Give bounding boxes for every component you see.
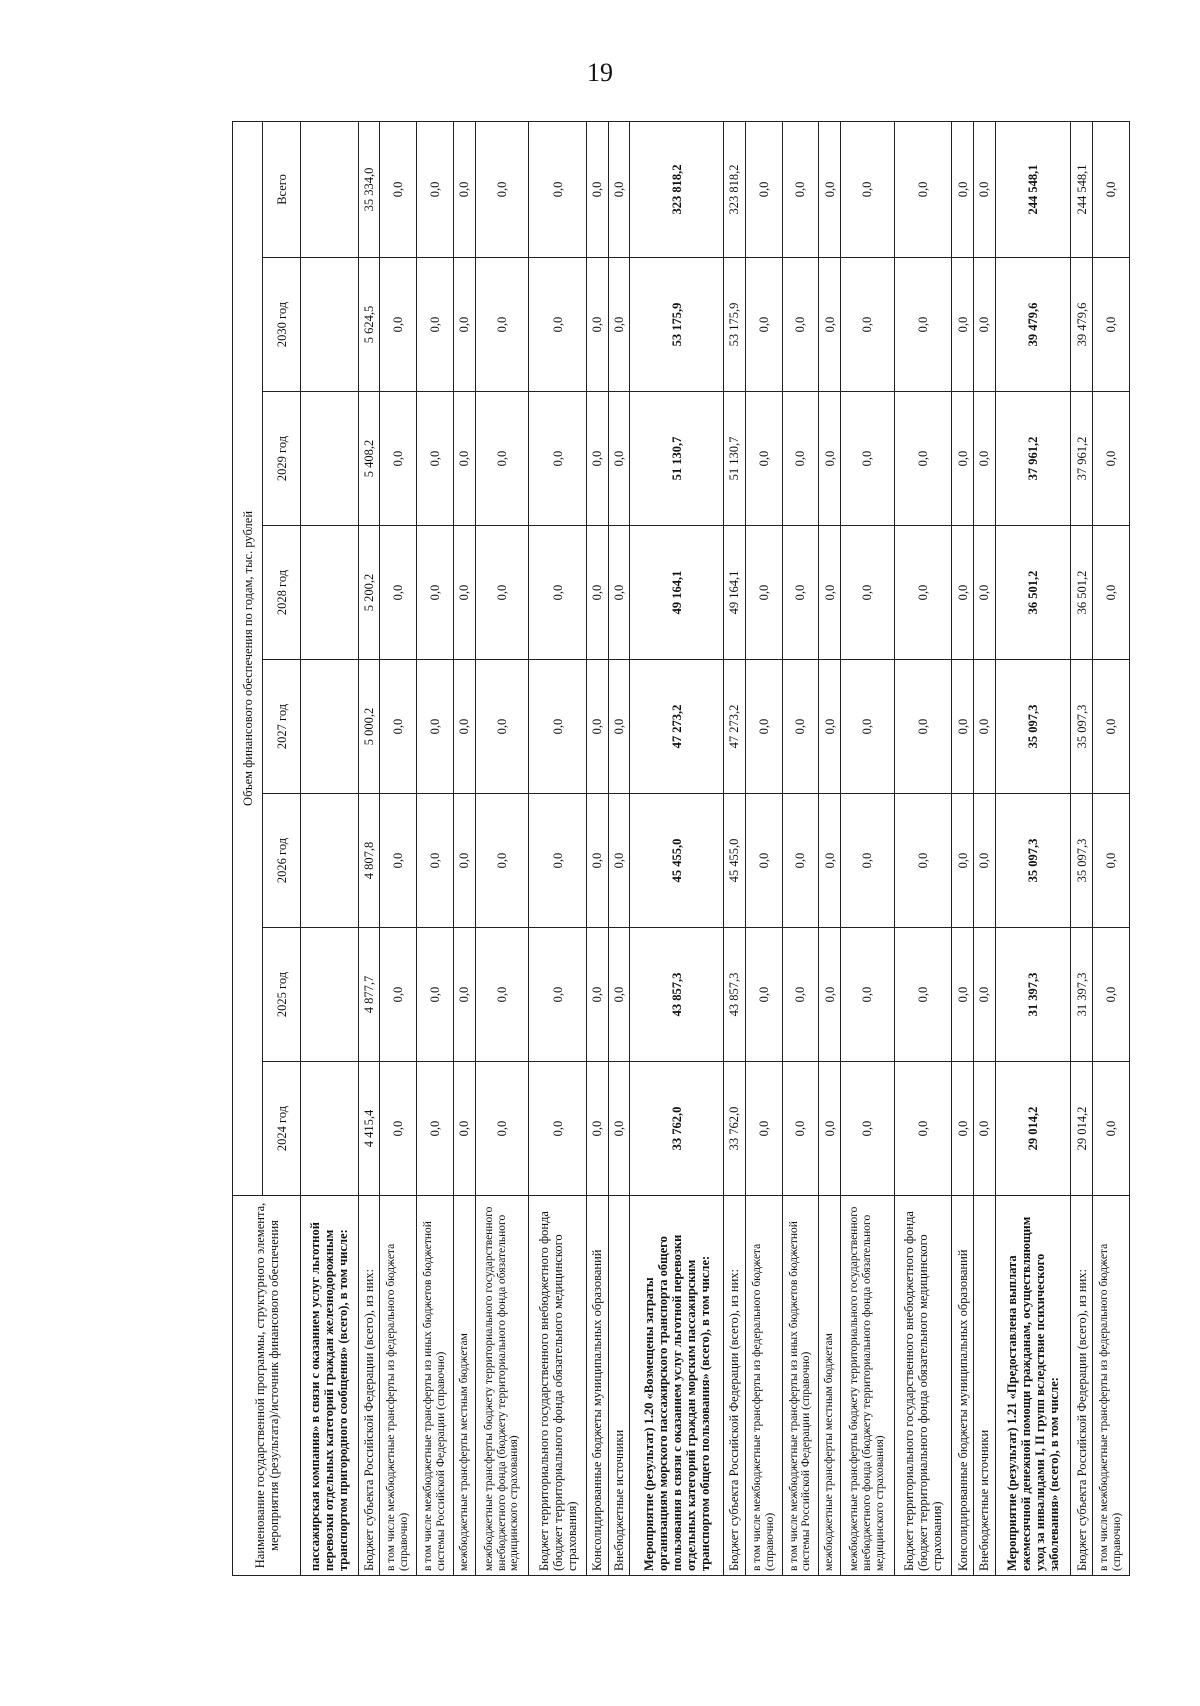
- table-row: [358, 121, 380, 1575]
- row-value: 0,0: [952, 526, 974, 660]
- row-value: 51 130,7: [723, 392, 745, 526]
- row-value: 0,0: [529, 258, 587, 392]
- table-row: [952, 121, 974, 1575]
- row-value: [301, 258, 359, 392]
- row-value: 0,0: [529, 121, 587, 257]
- row-value: 323 818,2: [723, 121, 745, 257]
- row-value: 0,0: [745, 392, 782, 526]
- row-value: 0,0: [417, 1062, 454, 1196]
- row-value: 0,0: [417, 660, 454, 794]
- row-value: 0,0: [586, 121, 608, 257]
- row-value: [301, 121, 359, 257]
- row-value: 0,0: [841, 526, 894, 660]
- table-row: [454, 121, 476, 1575]
- row-label: межбюджетные трансферты бюджету территориального государственного внебюджетного фонда (бюджету территориального фонда обязательного медицинского страхования): [475, 1196, 528, 1576]
- row-label: Бюджет субъекта Российской Федерации (всего), из них:: [1071, 1196, 1093, 1576]
- row-value: 0,0: [529, 526, 587, 660]
- row-value: 35 097,3: [995, 660, 1071, 794]
- row-label: в том числе межбюджетные трансферты из федерального бюджета (справочно): [745, 1196, 782, 1576]
- row-value: 0,0: [745, 526, 782, 660]
- table-row: [301, 121, 359, 1575]
- row-value: 53 175,9: [723, 258, 745, 392]
- row-value: 39 479,6: [1071, 258, 1093, 392]
- row-value: 43 857,3: [630, 928, 724, 1062]
- row-value: 43 857,3: [723, 928, 745, 1062]
- row-label: пассажирская компания» в связи с оказанием услуг льготной перевозки отдельных категорий граждан железнодорожным транспортом пригородного сообщения» (всего), в том числе:: [301, 1196, 359, 1576]
- table-row: [608, 121, 630, 1575]
- row-value: 0,0: [475, 1062, 528, 1196]
- row-value: 0,0: [952, 258, 974, 392]
- row-value: 0,0: [841, 660, 894, 794]
- header-year-5: 2029 год: [263, 392, 301, 526]
- row-value: 0,0: [973, 526, 995, 660]
- row-label: Бюджет субъекта Российской Федерации (всего), из них:: [358, 1196, 380, 1576]
- row-value: 0,0: [608, 392, 630, 526]
- row-value: 0,0: [819, 660, 841, 794]
- table-row: [529, 121, 587, 1575]
- row-value: 0,0: [782, 526, 819, 660]
- row-value: 0,0: [454, 794, 476, 928]
- row-value: 0,0: [529, 928, 587, 1062]
- row-value: 0,0: [475, 526, 528, 660]
- page-number: 19: [587, 58, 613, 87]
- row-value: 4 415,4: [358, 1062, 380, 1196]
- row-value: 0,0: [973, 121, 995, 257]
- row-value: 45 455,0: [723, 794, 745, 928]
- row-value: 0,0: [841, 1062, 894, 1196]
- table-row: [1093, 121, 1130, 1575]
- row-value: 0,0: [417, 258, 454, 392]
- row-value: 244 548,1: [1071, 121, 1093, 257]
- row-value: 36 501,2: [995, 526, 1071, 660]
- row-value: 323 818,2: [630, 121, 724, 257]
- table-row: [819, 121, 841, 1575]
- row-value: [301, 794, 359, 928]
- row-value: 0,0: [1093, 526, 1130, 660]
- row-value: 0,0: [745, 121, 782, 257]
- row-value: 0,0: [782, 1062, 819, 1196]
- table-row: [745, 121, 782, 1575]
- row-value: [301, 1062, 359, 1196]
- row-label: Бюджет территориального государственного внебюджетного фонда (бюджет территориального фонда обязательного медицинского страхования): [894, 1196, 952, 1576]
- row-value: 0,0: [1093, 660, 1130, 794]
- row-value: 49 164,1: [723, 526, 745, 660]
- table-row: [380, 121, 417, 1575]
- row-value: 0,0: [417, 928, 454, 1062]
- row-value: 0,0: [819, 794, 841, 928]
- row-value: 0,0: [608, 660, 630, 794]
- row-label: Бюджет субъекта Российской Федерации (всего), из них:: [723, 1196, 745, 1576]
- row-label: в том числе межбюджетные трансферты из иных бюджетов бюджетной системы Российской Федерации (справочно): [782, 1196, 819, 1576]
- row-value: 47 273,2: [723, 660, 745, 794]
- row-value: 0,0: [586, 928, 608, 1062]
- row-value: 0,0: [819, 121, 841, 257]
- row-value: 0,0: [380, 121, 417, 257]
- row-label: Внебюджетные источники: [608, 1196, 630, 1576]
- row-value: 29 014,2: [995, 1062, 1071, 1196]
- row-label: Консолидированные бюджеты муниципальных образований: [952, 1196, 974, 1576]
- financing-table: [232, 121, 1130, 1576]
- row-value: 0,0: [1093, 1062, 1130, 1196]
- row-value: 5 200,2: [358, 526, 380, 660]
- row-value: 35 097,3: [1071, 660, 1093, 794]
- row-value: 51 130,7: [630, 392, 724, 526]
- row-value: 0,0: [1093, 794, 1130, 928]
- row-value: 0,0: [454, 660, 476, 794]
- row-value: 0,0: [952, 928, 974, 1062]
- row-value: 0,0: [819, 258, 841, 392]
- row-label: в том числе межбюджетные трансферты из федерального бюджета (справочно): [380, 1196, 417, 1576]
- row-value: 0,0: [894, 526, 952, 660]
- row-value: 0,0: [819, 526, 841, 660]
- row-value: 0,0: [894, 794, 952, 928]
- row-value: 0,0: [454, 526, 476, 660]
- row-value: 0,0: [782, 258, 819, 392]
- table-row: [841, 121, 894, 1575]
- row-value: 4 877,7: [358, 928, 380, 1062]
- row-value: 0,0: [894, 258, 952, 392]
- row-value: 0,0: [952, 794, 974, 928]
- header-year-0: 2024 год: [263, 1062, 301, 1196]
- row-value: 31 397,3: [995, 928, 1071, 1062]
- row-value: 0,0: [1093, 928, 1130, 1062]
- header-name-column: Наименование государственной программы, структурного элемента, мероприятия (результата)/источник финансового обеспечения: [233, 1196, 301, 1576]
- table-row: [973, 121, 995, 1575]
- row-value: 0,0: [380, 1062, 417, 1196]
- row-value: 0,0: [586, 526, 608, 660]
- header-year-6: 2030 год: [263, 258, 301, 392]
- row-value: 0,0: [586, 794, 608, 928]
- row-value: 244 548,1: [995, 121, 1071, 257]
- row-value: 0,0: [454, 392, 476, 526]
- row-value: 0,0: [475, 794, 528, 928]
- row-value: 0,0: [894, 1062, 952, 1196]
- row-value: 53 175,9: [630, 258, 724, 392]
- row-label: Бюджет территориального государственного внебюджетного фонда (бюджет территориального фонда обязательного медицинского страхования): [529, 1196, 587, 1576]
- row-value: 0,0: [586, 1062, 608, 1196]
- row-value: 0,0: [529, 660, 587, 794]
- row-value: [301, 660, 359, 794]
- row-value: 0,0: [475, 660, 528, 794]
- row-value: 0,0: [745, 258, 782, 392]
- row-value: 0,0: [745, 1062, 782, 1196]
- table-row: [782, 121, 819, 1575]
- row-value: 0,0: [782, 794, 819, 928]
- row-value: 0,0: [894, 392, 952, 526]
- row-value: 47 273,2: [630, 660, 724, 794]
- row-value: 36 501,2: [1071, 526, 1093, 660]
- row-value: 0,0: [586, 660, 608, 794]
- row-label: Мероприятие (результат) 1.20 «Возмещены затраты организациям морского пассажирского транспорта общего пользования в связи с оказанием услуг льготной перевозки отдельных категорий граждан морским пассажирским транспортом общего пользования» (всего), в том числе:: [630, 1196, 724, 1576]
- row-value: 0,0: [608, 121, 630, 257]
- row-value: 0,0: [745, 794, 782, 928]
- row-value: 49 164,1: [630, 526, 724, 660]
- row-value: 0,0: [973, 1062, 995, 1196]
- row-value: 0,0: [1093, 258, 1130, 392]
- row-value: 0,0: [894, 928, 952, 1062]
- row-value: 0,0: [529, 392, 587, 526]
- row-label: межбюджетные трансферты местным бюджетам: [819, 1196, 841, 1576]
- row-value: 0,0: [380, 794, 417, 928]
- row-value: 0,0: [841, 794, 894, 928]
- row-value: 0,0: [475, 121, 528, 257]
- row-value: 0,0: [586, 258, 608, 392]
- table-row: [1071, 121, 1093, 1575]
- row-value: [301, 526, 359, 660]
- row-value: 0,0: [1093, 392, 1130, 526]
- row-value: 0,0: [782, 660, 819, 794]
- row-label: межбюджетные трансферты местным бюджетам: [454, 1196, 476, 1576]
- table-row: [630, 121, 724, 1575]
- row-value: 0,0: [973, 794, 995, 928]
- row-value: 35 097,3: [1071, 794, 1093, 928]
- row-value: 0,0: [782, 121, 819, 257]
- table-row: [586, 121, 608, 1575]
- header-year-4: 2028 год: [263, 526, 301, 660]
- table-row: [723, 121, 745, 1575]
- row-value: 33 762,0: [630, 1062, 724, 1196]
- row-value: 0,0: [417, 526, 454, 660]
- row-value: [301, 928, 359, 1062]
- row-label: в том числе межбюджетные трансферты из федерального бюджета (справочно): [1093, 1196, 1130, 1576]
- row-value: 0,0: [608, 794, 630, 928]
- row-label: в том числе межбюджетные трансферты из иных бюджетов бюджетной системы Российской Федерации (справочно): [417, 1196, 454, 1576]
- row-value: 37 961,2: [1071, 392, 1093, 526]
- row-value: 0,0: [380, 392, 417, 526]
- row-value: 29 014,2: [1071, 1062, 1093, 1196]
- row-value: 0,0: [454, 1062, 476, 1196]
- row-value: 35 334,0: [358, 121, 380, 257]
- row-value: 0,0: [745, 660, 782, 794]
- row-value: 0,0: [475, 392, 528, 526]
- row-value: 0,0: [841, 121, 894, 257]
- row-value: 0,0: [417, 121, 454, 257]
- row-value: 0,0: [973, 392, 995, 526]
- row-label: Внебюджетные источники: [973, 1196, 995, 1576]
- row-label: межбюджетные трансферты бюджету территориального государственного внебюджетного фонда (бюджету территориального фонда обязательного медицинского страхования): [841, 1196, 894, 1576]
- row-value: 0,0: [841, 258, 894, 392]
- row-value: 0,0: [608, 526, 630, 660]
- row-value: 33 762,0: [723, 1062, 745, 1196]
- header-year-1: 2025 год: [263, 928, 301, 1062]
- row-value: 0,0: [973, 928, 995, 1062]
- row-value: 0,0: [417, 392, 454, 526]
- row-value: 5 000,2: [358, 660, 380, 794]
- row-value: 0,0: [1093, 121, 1130, 257]
- row-value: 5 408,2: [358, 392, 380, 526]
- row-value: 0,0: [952, 1062, 974, 1196]
- header-year-3: 2027 год: [263, 660, 301, 794]
- row-value: 0,0: [380, 526, 417, 660]
- row-value: 0,0: [973, 258, 995, 392]
- row-value: 0,0: [745, 928, 782, 1062]
- table-row: [475, 121, 528, 1575]
- row-value: 0,0: [454, 928, 476, 1062]
- header-volume: Объем финансового обеспечения по годам, тыс. рублей: [233, 121, 263, 1195]
- row-value: 45 455,0: [630, 794, 724, 928]
- row-value: 0,0: [894, 121, 952, 257]
- row-value: 0,0: [608, 928, 630, 1062]
- row-value: 0,0: [586, 392, 608, 526]
- row-value: 35 097,3: [995, 794, 1071, 928]
- table-row: [417, 121, 454, 1575]
- row-value: 0,0: [380, 258, 417, 392]
- row-value: 0,0: [952, 121, 974, 257]
- row-value: 0,0: [782, 928, 819, 1062]
- header-year-2: 2026 год: [263, 794, 301, 928]
- row-value: 37 961,2: [995, 392, 1071, 526]
- row-value: 4 807,8: [358, 794, 380, 928]
- row-value: 0,0: [475, 258, 528, 392]
- rotated-table-wrapper: [232, 122, 1130, 1576]
- row-value: 0,0: [841, 392, 894, 526]
- row-value: 0,0: [380, 928, 417, 1062]
- row-value: 0,0: [454, 121, 476, 257]
- header-year-7: Всего: [263, 121, 301, 257]
- row-value: 0,0: [952, 660, 974, 794]
- row-value: 0,0: [819, 392, 841, 526]
- row-value: 0,0: [417, 794, 454, 928]
- row-label: Консолидированные бюджеты муниципальных образований: [586, 1196, 608, 1576]
- row-value: 0,0: [380, 660, 417, 794]
- row-value: 0,0: [454, 258, 476, 392]
- row-value: 0,0: [894, 660, 952, 794]
- row-value: 0,0: [819, 1062, 841, 1196]
- row-value: 0,0: [952, 392, 974, 526]
- table-body: [301, 121, 1130, 1575]
- row-value: 31 397,3: [1071, 928, 1093, 1062]
- row-value: 5 624,5: [358, 258, 380, 392]
- row-value: 0,0: [475, 928, 528, 1062]
- row-label: Мероприятие (результат) 1.21 «Предоставлена выплата ежемесячной денежной помощи гражданам, осуществляющим уход за инвалидами I, II групп вследствие психического заболевания» (всего), в том числе:: [995, 1196, 1071, 1576]
- row-value: 0,0: [841, 928, 894, 1062]
- row-value: 39 479,6: [995, 258, 1071, 392]
- row-value: 0,0: [529, 1062, 587, 1196]
- row-value: [301, 392, 359, 526]
- row-value: 0,0: [782, 392, 819, 526]
- row-value: 0,0: [973, 660, 995, 794]
- row-value: 0,0: [819, 928, 841, 1062]
- row-value: 0,0: [529, 794, 587, 928]
- row-value: 0,0: [608, 1062, 630, 1196]
- table-row: [894, 121, 952, 1575]
- table-row: [995, 121, 1071, 1575]
- row-value: 0,0: [608, 258, 630, 392]
